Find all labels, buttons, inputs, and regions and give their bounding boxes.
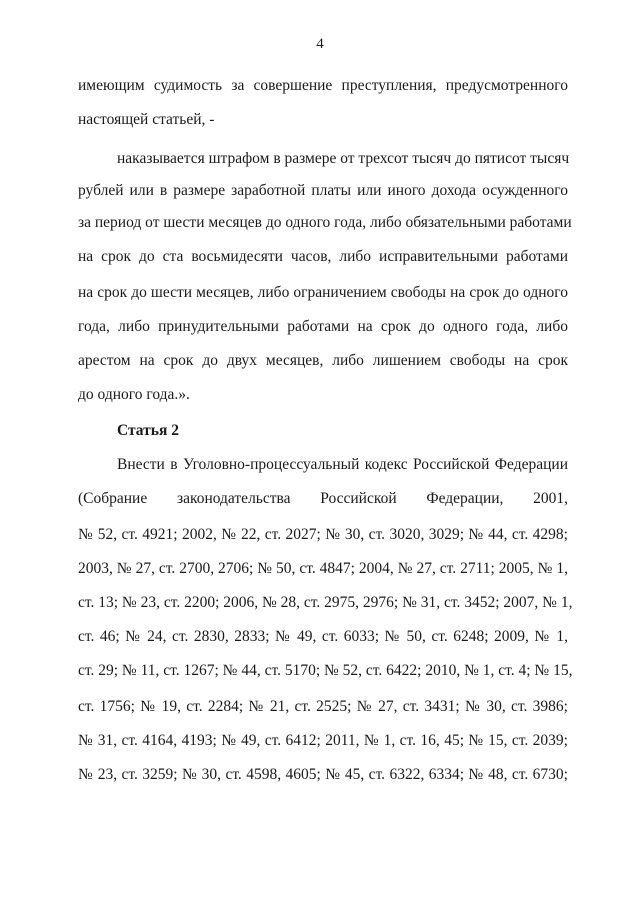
text-line: настоящей статьей, - xyxy=(78,111,215,128)
text-line: года, либо принудительными работами на срок до одного года, либо xyxy=(78,318,568,335)
article-heading: Статья 2 xyxy=(117,422,179,439)
text-line: Внести в Уголовно-процессуальный кодекс Российской Федерации xyxy=(117,456,568,473)
text-line: (Собрание законодательства Российской Федерации, 2001, xyxy=(78,490,568,507)
text-line: № 52, ст. 4921; 2002, № 22, ст. 2027; № 30, ст. 3020, 3029; № 44, ст. 4298; xyxy=(78,526,568,543)
text-line: ст. 1756; № 19, ст. 2284; № 21, ст. 2525; № 27, ст. 3431; № 30, ст. 3986; xyxy=(78,698,568,715)
text-line: на срок до ста восьмидесяти часов, либо исправительными работами xyxy=(78,248,568,265)
text-line: на срок до шести месяцев, либо ограничением свободы на срок до одного xyxy=(78,284,568,301)
text-line: рублей или в размере заработной платы или иного дохода осужденного xyxy=(78,182,568,199)
text-line: наказывается штрафом в размере от трехсот тысяч до пятисот тысяч xyxy=(117,150,570,167)
text-line: до одного года.». xyxy=(78,386,190,403)
page-number: 4 xyxy=(316,36,324,52)
text-line: за период от шести месяцев до одного года, либо обязательными работами xyxy=(78,214,572,231)
text-line: ст. 13; № 23, ст. 2200; 2006, № 28, ст. 2975, 2976; № 31, ст. 3452; 2007, № 1, xyxy=(78,594,573,611)
text-line: арестом на срок до двух месяцев, либо лишением свободы на срок xyxy=(78,352,568,369)
text-line: № 31, ст. 4164, 4193; № 49, ст. 6412; 2011, № 1, ст. 16, 45; № 15, ст. 2039; xyxy=(78,732,568,749)
text-line: ст. 46; № 24, ст. 2830, 2833; № 49, ст. 6033; № 50, ст. 6248; 2009, № 1, xyxy=(78,628,568,645)
text-line: имеющим судимость за совершение преступления, предусмотренного xyxy=(78,77,568,94)
text-line: № 23, ст. 3259; № 30, ст. 4598, 4605; № 45, ст. 6322, 6334; № 48, ст. 6730; xyxy=(78,766,568,783)
text-line: 2003, № 27, ст. 2700, 2706; № 50, ст. 4847; 2004, № 27, ст. 2711; 2005, № 1, xyxy=(78,560,568,577)
text-line: ст. 29; № 11, ст. 1267; № 44, ст. 5170; № 52, ст. 6422; 2010, № 1, ст. 4; № 15, xyxy=(78,662,573,679)
